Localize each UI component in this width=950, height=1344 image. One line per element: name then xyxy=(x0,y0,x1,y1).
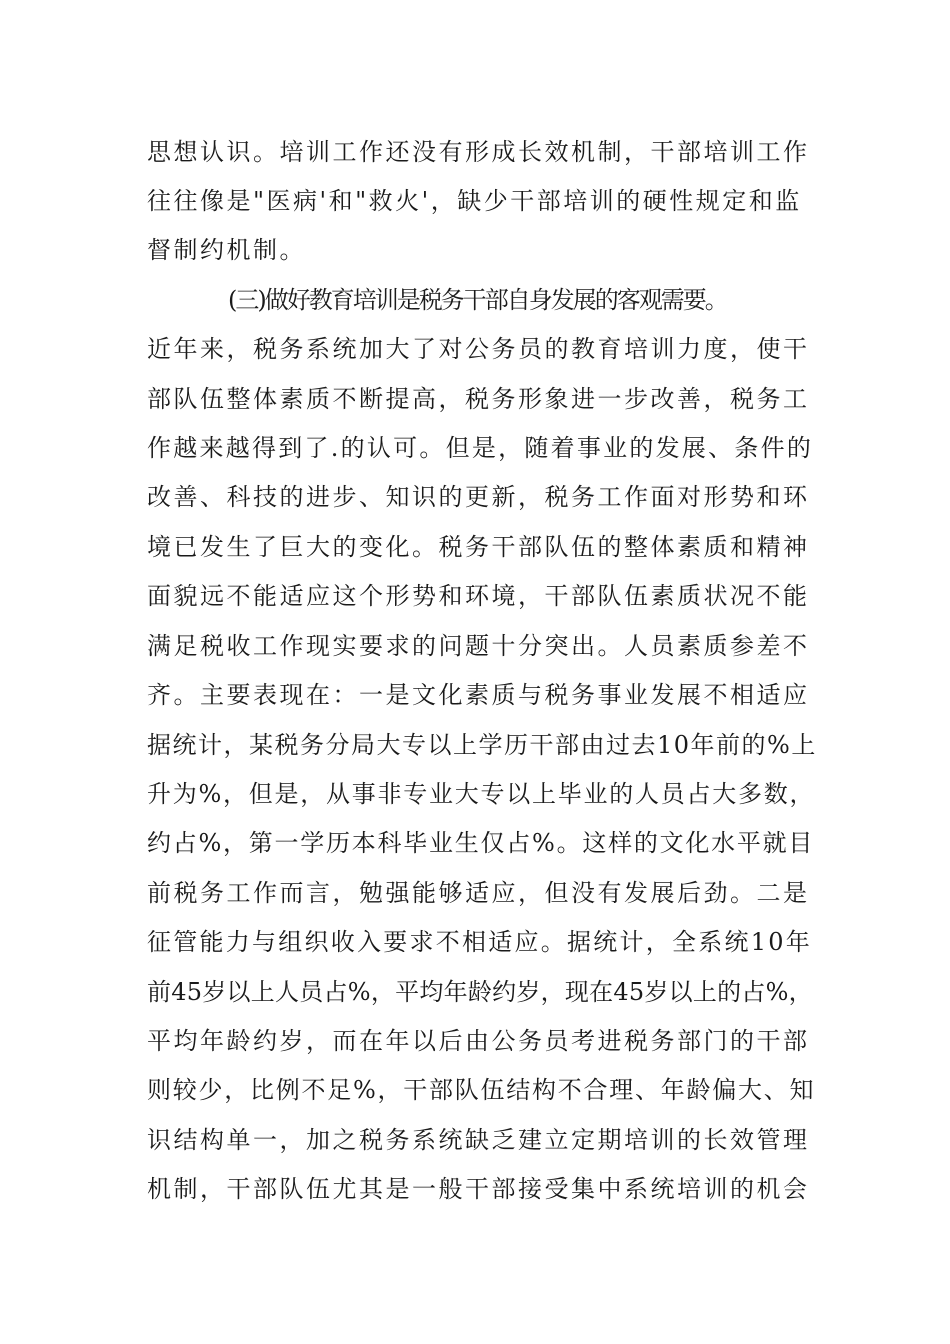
text-line: 机制，干部队伍尤其是一般干部接受集中系统培训的机会 xyxy=(147,1175,810,1203)
text-line: 征管能力与组织收入要求不相适应。据统计，全系统10年 xyxy=(147,928,813,956)
text-line: 满足税收工作现实要求的问题十分突出。人员素质参差不 xyxy=(147,632,810,660)
text-line: 近年来，税务系统加大了对公务员的教育培训力度，使干 xyxy=(147,335,810,363)
text-line: 思想认识。培训工作还没有形成长效机制，干部培训工作 xyxy=(147,138,810,166)
text-line: 作越来越得到了.的认可。但是，随着事业的发展、条件的 xyxy=(147,434,814,462)
text-line: 往往像是"医病'和"救火'，缺少干部培训的硬性规定和监 xyxy=(147,187,802,215)
text-line: 则较少，比例不足%，干部队伍结构不合理、年龄偏大、知 xyxy=(147,1076,816,1104)
text-line: 改善、科技的进步、知识的更新，税务工作面对形势和环 xyxy=(147,483,810,511)
text-line: 识结构单一，加之税务系统缺乏建立定期培训的长效管理 xyxy=(147,1126,810,1154)
text-line: 齐。主要表现在：一是文化素质与税务事业发展不相适应 xyxy=(147,681,810,709)
text-line: 前税务工作而言，勉强能够适应，但没有发展后劲。二是 xyxy=(147,879,810,907)
text-line: 据统计，某税务分局大专以上学历干部由过去10年前的%上 xyxy=(147,731,817,759)
paragraph-heading-line: (三)做好教育培训是税务干部自身发展的客观需要。 xyxy=(228,286,727,314)
text-line: 境已发生了巨大的变化。税务干部队伍的整体素质和精神 xyxy=(147,533,810,561)
text-line: 升为%，但是，从事非专业大专以上毕业的人员占大多数， xyxy=(147,780,816,808)
text-line: 前45岁以上人员占%，平均年龄约岁，现在45岁以上的占%， xyxy=(147,978,813,1006)
text-line: 部队伍整体素质不断提高，税务形象进一步改善，税务工 xyxy=(147,385,810,413)
text-line: 约占%，第一学历本科毕业生仅占%。这样的文化水平就目 xyxy=(147,829,815,857)
text-line: 平均年龄约岁，而在年以后由公务员考进税务部门的干部 xyxy=(147,1027,810,1055)
text-line: 督制约机制。 xyxy=(147,236,306,264)
text-line: 面貌远不能适应这个形势和环境，干部队伍素质状况不能 xyxy=(147,582,810,610)
